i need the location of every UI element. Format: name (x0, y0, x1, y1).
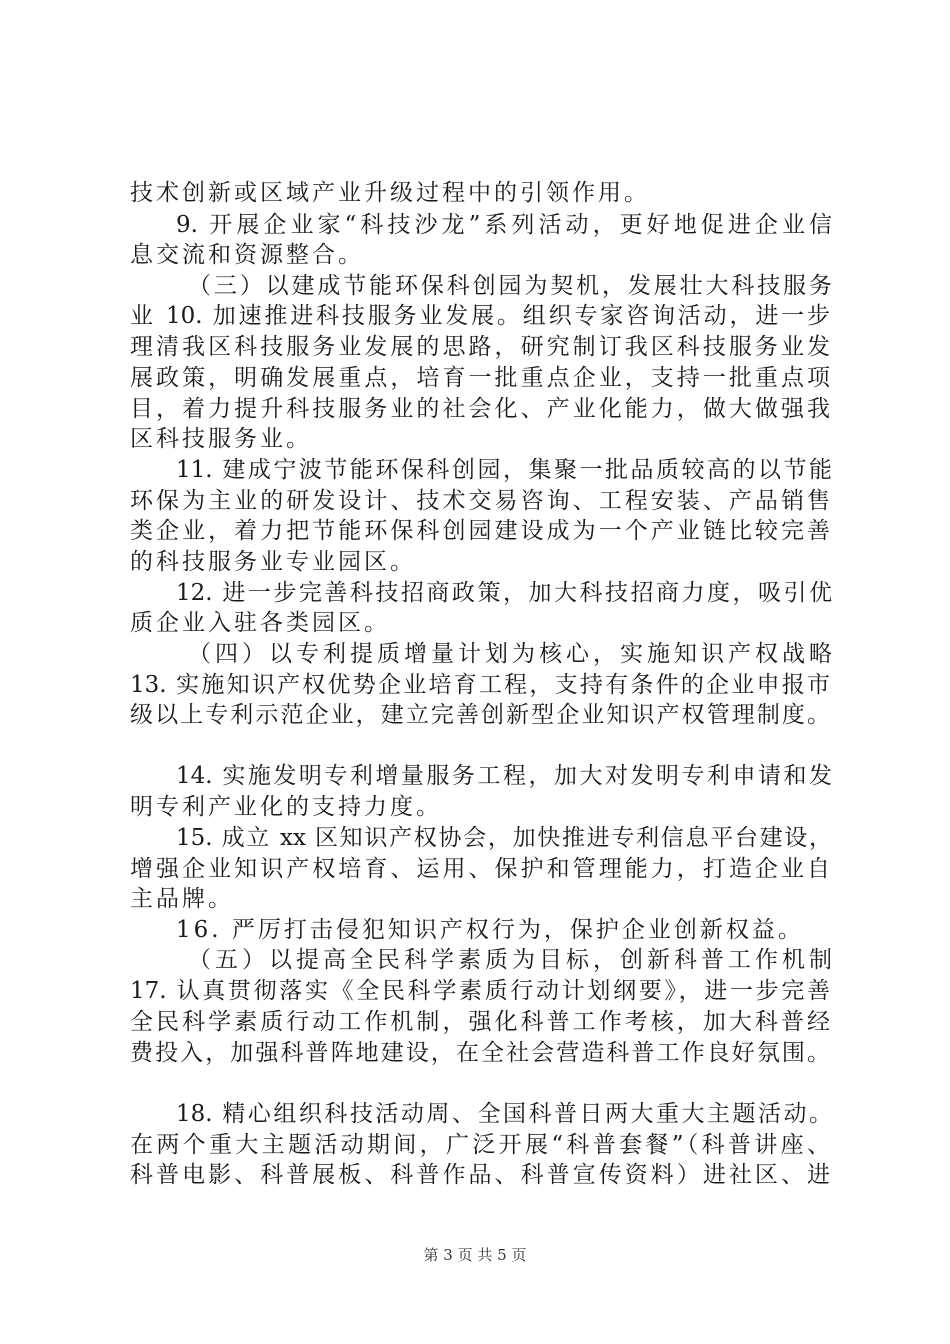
text-line: 9. 开展企业家“科技沙龙”系列活动，更好地促进企业信 (176, 212, 832, 238)
text-line: 主品牌。 (130, 886, 234, 912)
text-line: 环保为主业的研发设计、技术交易咨询、工程安装、产品销售 (130, 488, 830, 514)
text-line: 13. 实施知识产权优势企业培育工程，支持有条件的企业申报市 (130, 672, 830, 698)
text-line: 科普电影、科普展板、科普作品、科普宣传资料）进社区、进 (130, 1162, 830, 1188)
text-line: 区科技服务业。 (130, 426, 312, 452)
text-line: 在两个重大主题活动期间，广泛开展“科普套餐”（科普讲座、 (130, 1132, 830, 1158)
text-line: 12. 进一步完善科技招商政策，加大科技招商力度，吸引优 (176, 580, 832, 606)
text-line: 的科技服务业专业园区。 (130, 549, 416, 575)
text-line: 息交流和资源整合。 (130, 242, 364, 268)
text-line: 质企业入驻各类园区。 (130, 610, 390, 636)
text-line: （五）以提高全民科学素质为目标，创新科普工作机制 (188, 947, 832, 973)
text-line: 理清我区科技服务业发展的思路，研究制订我区科技服务业发 (130, 334, 830, 360)
text-line: 全民科学素质行动工作机制，强化科普工作考核，加大科普经 (130, 1009, 830, 1035)
text-line: 目，着力提升科技服务业的社会化、产业化能力，做大做强我 (130, 396, 830, 422)
page-footer: 第 3 页 共 5 页 (423, 1246, 527, 1264)
text-line: 技术创新或区域产业升级过程中的引领作用。 (130, 180, 650, 206)
text-line: 14. 实施发明专利增量服务工程，加大对发明专利申请和发 (176, 763, 832, 789)
text-line: 级以上专利示范企业，建立完善创新型企业知识产权管理制度。 (130, 702, 830, 728)
text-line: 业 10. 加速推进科技服务业发展。组织专家咨询活动，进一步 (130, 303, 830, 329)
text-line: 17. 认真贯彻落实《全民科学素质行动计划纲要》，进一步完善 (130, 978, 830, 1004)
text-line: 类企业，着力把节能环保科创园建设成为一个产业链比较完善 (130, 518, 830, 544)
text-line: 费投入，加强科普阵地建设，在全社会营造科普工作良好氛围。 (130, 1040, 830, 1066)
text-line: 增强企业知识产权培育、运用、保护和管理能力，打造企业自 (130, 856, 830, 882)
text-line: 15. 成立 xx 区知识产权协会，加快推进专利信息平台建设， (176, 825, 832, 851)
text-line: （四）以专利提质增量计划为核心，实施知识产权战略 (188, 641, 832, 667)
text-line: 明专利产业化的支持力度。 (130, 794, 442, 820)
text-line: 18. 精心组织科技活动周、全国科普日两大重大主题活动。 (176, 1101, 832, 1127)
text-line: 11. 建成宁波节能环保科创园，集聚一批品质较高的以节能 (176, 457, 832, 483)
text-line: 展政策，明确发展重点，培育一批重点企业，支持一批重点项 (130, 365, 830, 391)
text-line: （三）以建成节能环保科创园为契机，发展壮大科技服务 (188, 273, 832, 299)
text-line: 16. 严厉打击侵犯知识产权行为，保护企业创新权益。 (176, 917, 804, 943)
